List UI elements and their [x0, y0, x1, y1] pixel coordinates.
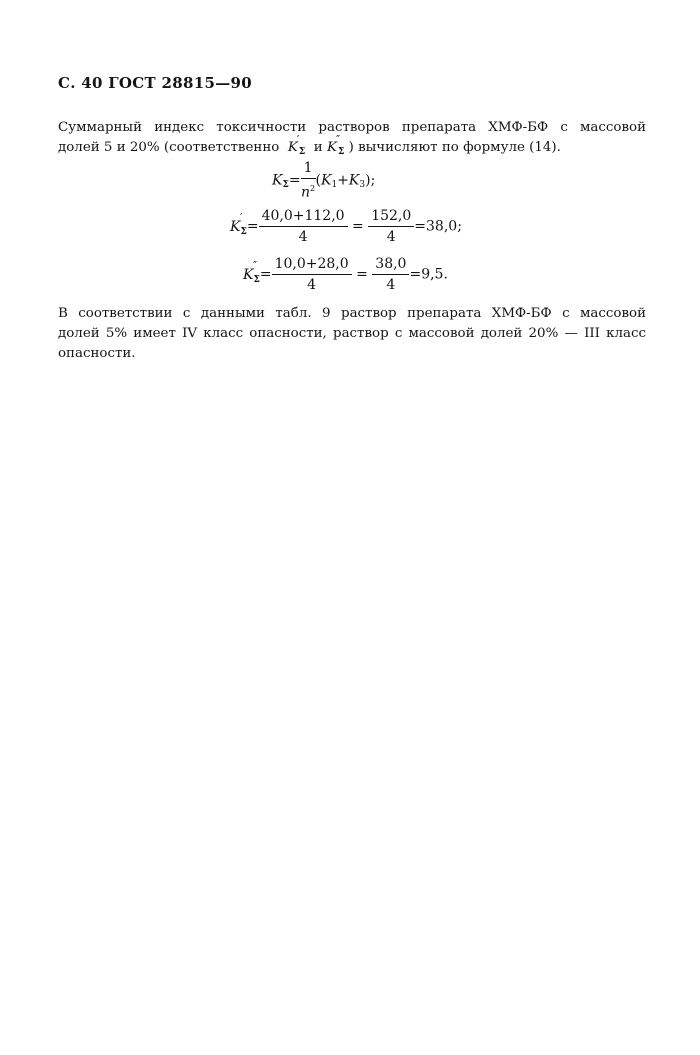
formula-k-sigma-prime: [230, 208, 462, 245]
fraction-sum-over-4: [272, 256, 352, 293]
formula-sigma-subscript: Σ: [282, 180, 289, 191]
formula-sigma-subscript: Σ: [253, 274, 260, 285]
paragraph-line: опасности.: [58, 346, 136, 361]
formula-result: =38,0;: [414, 218, 462, 235]
formula-equals: =: [356, 266, 368, 283]
fraction-total-over-4: [368, 208, 414, 245]
fraction-1-over-n2: [301, 160, 316, 201]
prime-mark: ′: [240, 210, 243, 224]
k1-variable: K: [320, 172, 332, 189]
formula-k-sigma: [272, 160, 375, 201]
k3-subscript: 3: [359, 180, 366, 191]
fraction-numerator: 38,0: [372, 256, 409, 275]
formula-sigma-subscript: Σ: [240, 226, 247, 237]
paragraph-line: [58, 133, 646, 159]
formula-equals: =: [288, 172, 301, 189]
text-fragment: долей 5 и 20% (соответственно: [58, 140, 280, 155]
paragraph-line: Суммарный индекс токсичности растворов препарата ХМФ-БФ с массовой: [58, 120, 646, 135]
plus-sign: +: [337, 172, 349, 189]
paragraph-line: долей 5% имеет IV класс опасности, раствор с массовой долей 20% — III класс: [58, 326, 646, 341]
n-variable: n: [300, 184, 310, 201]
text-fragment: и: [313, 140, 323, 155]
formula-k: K: [243, 266, 254, 283]
formula-equals: =: [246, 218, 259, 235]
double-prime-mark: ″: [253, 258, 258, 272]
fraction-total-over-4: [372, 256, 409, 293]
fraction-denominator: 4: [307, 277, 317, 293]
fraction-denominator: 4: [298, 229, 308, 245]
k-letter: K: [287, 140, 298, 155]
paragraph-toxicity-intro: [58, 118, 646, 159]
text-fragment: ) вычисляют по формуле (14).: [348, 140, 561, 155]
formula-result: =9,5.: [409, 266, 448, 283]
formula-k: K: [230, 218, 241, 235]
k3-variable: K: [348, 172, 360, 189]
sigma-subscript: Σ: [298, 147, 306, 157]
fraction-denominator: 4: [386, 277, 396, 293]
double-prime-mark: ″: [335, 133, 341, 146]
fraction-denominator: 4: [386, 229, 396, 245]
k-sigma-prime-symbol: [287, 133, 306, 159]
formula-k-sigma-double-prime: [243, 256, 448, 293]
k-sigma-prime-lhs: [230, 210, 247, 237]
fraction-sum-over-4: [259, 208, 348, 245]
formula-k: K: [272, 172, 283, 189]
formula-equals: =: [259, 266, 272, 283]
k-sigma-double-prime-lhs: [243, 258, 260, 285]
fraction-numerator: 152,0: [368, 208, 414, 227]
formula-equals: =: [352, 218, 364, 235]
fraction-numerator: 10,0+28,0: [272, 256, 352, 275]
exponent: 2: [310, 184, 316, 193]
fraction-numerator: 1: [301, 160, 316, 179]
fraction-numerator: 40,0+112,0: [259, 208, 348, 227]
paragraph-line: В соответствии с данными табл. 9 раствор препарата ХМФ-БФ с массовой: [58, 306, 646, 321]
k-sigma-double-prime-symbol: [326, 133, 345, 159]
sigma-subscript: Σ: [337, 147, 345, 157]
paren-open: (: [315, 172, 321, 189]
fraction-denominator: [301, 179, 316, 201]
k-letter: K: [326, 140, 337, 155]
paragraph-hazard-class: [58, 304, 646, 364]
page-header: С. 40 ГОСТ 28815—90: [58, 74, 252, 92]
paren-close: );: [365, 172, 376, 189]
k1-subscript: 1: [331, 180, 338, 191]
prime-mark: ′: [296, 133, 300, 146]
